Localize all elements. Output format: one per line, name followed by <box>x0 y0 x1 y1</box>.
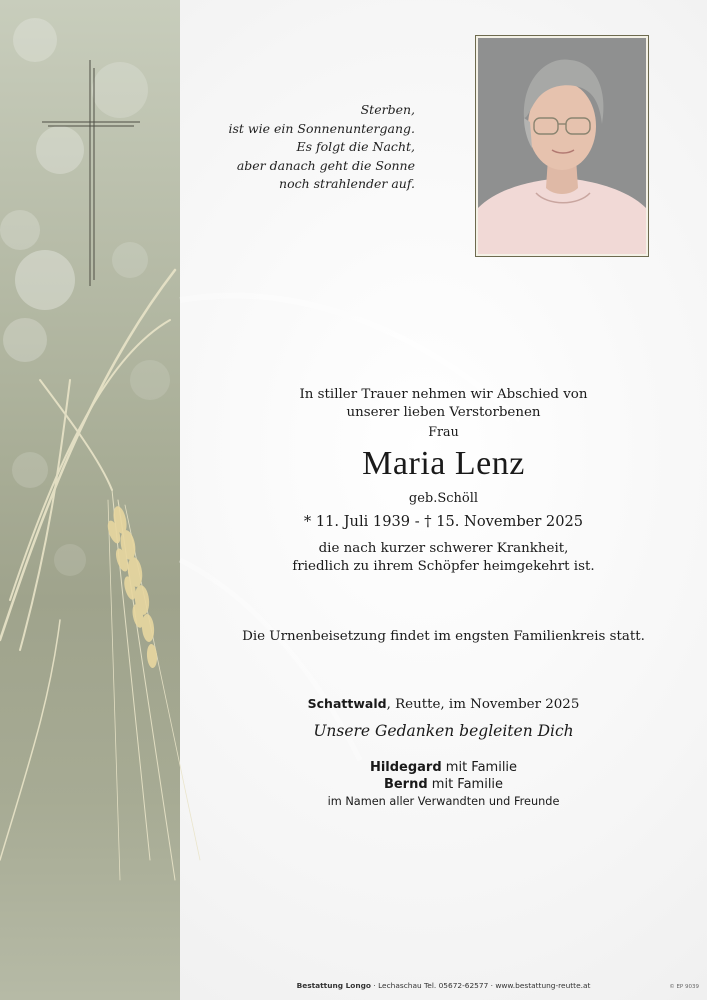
maiden-name: geb.Schöll <box>408 491 479 506</box>
motto: Unsere Gedanken begleiten Dich <box>313 722 574 740</box>
footer-company: Bestattung Longo <box>296 981 372 990</box>
relatives-note: im Namen aller Verwandten und Freunde <box>327 795 560 808</box>
place-town: Schattwald <box>307 696 387 711</box>
mourners-list <box>180 759 707 793</box>
mourner-row <box>180 776 707 793</box>
burial-notice: Die Urnenbeisetzung findet im engsten Familienkreis statt. <box>242 629 645 644</box>
passing-line-2: friedlich zu ihrem Schöpfer heimgekehrt ist. <box>292 558 595 574</box>
place-rest: , Reutte, im November 2025 <box>386 697 580 712</box>
poem-line: aber danach geht die Sonne <box>236 157 415 173</box>
poem-line: Sterben, <box>360 102 415 117</box>
intro-text <box>180 386 707 421</box>
mourner-row <box>180 759 707 776</box>
intro-line-1: In stiller Trauer nehmen wir Abschied von <box>299 387 588 402</box>
portrait-frame <box>475 35 649 257</box>
mourner-name: Bernd <box>383 777 428 792</box>
poem-line: noch strahlender auf. <box>279 176 415 192</box>
place-date <box>180 696 707 712</box>
decorative-side-panel <box>0 0 180 1000</box>
footer-contact: · Lechaschau Tel. 05672-62577 · www.bestattung-reutte.at <box>371 981 591 990</box>
poem-line: ist wie ein Sonnenuntergang. <box>228 120 415 136</box>
portrait-photo <box>478 38 646 254</box>
passing-text <box>180 540 707 575</box>
poem <box>200 101 415 194</box>
footer <box>180 981 707 990</box>
cross-icon <box>40 58 144 290</box>
mourner-suffix: mit Familie <box>441 760 518 775</box>
poem-line: Es folgt die Nacht, <box>296 139 415 155</box>
mourner-suffix: mit Familie <box>427 777 504 792</box>
intro-line-2: unserer lieben Verstorbenen <box>346 404 541 420</box>
mourner-name: Hildegard <box>369 760 442 775</box>
salutation: Frau <box>428 424 459 439</box>
deceased-name: Maria Lenz <box>362 445 525 482</box>
passing-line-1: die nach kurzer schwerer Krankheit, <box>318 541 569 556</box>
life-dates: * 11. Juli 1939 - † 15. November 2025 <box>303 513 584 530</box>
reference-code: © EP 9039 <box>669 984 699 990</box>
